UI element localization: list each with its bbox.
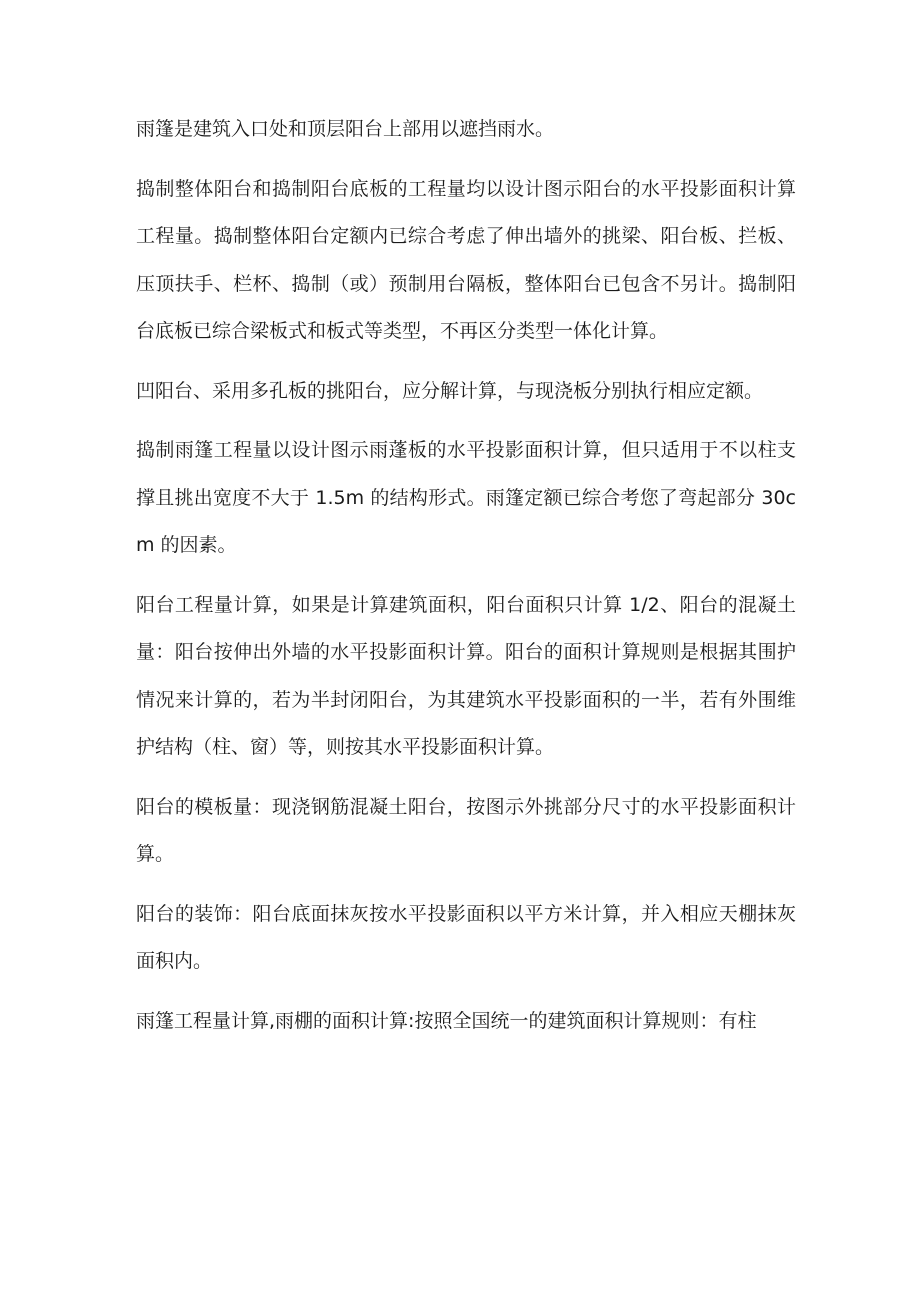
- paragraph-canopy-area: 雨篷工程量计算,雨棚的面积计算:按照全国统一的建筑面积计算规则：有柱: [136, 1009, 757, 1032]
- paragraph-cast-balcony-rules: 捣制整体阳台和捣制阳台底板的工程量均以设计图示阳台的水平投影面积计算工程量。捣制整体阳台定额内已综合考虑了伸出墙外的挑梁、阳台板、拦板、压顶扶手、栏杯、捣制（或）预制用台隔板，整体阳台已包含不另计。捣制阳台底板已综合梁板式和板式等类型，不再区分类型一体化计算。: [136, 177, 796, 342]
- paragraph-balcony-formwork: 阳台的模板量：现浇钢筋混凝土阳台，按图示外挑部分尺寸的水平投影面积计算。: [136, 795, 796, 865]
- paragraph-canopy-definition: 雨篷是建筑入口处和顶层阳台上部用以遮挡雨水。: [136, 118, 555, 140]
- paragraph-balcony-decoration: 阳台的装饰：阳台底面抹灰按水平投影面积以平方米计算，并入相应天棚抹灰面积内。: [136, 902, 796, 972]
- paragraph-recessed-balcony: 凹阳台、采用多孔板的挑阳台，应分解计算，与现浇板分别执行相应定额。: [136, 379, 764, 402]
- document-body: [136, 106, 796, 1057]
- paragraph-balcony-quantity: 阳台工程量计算，如果是计算建筑面积，阳台面积只计算 1/2、阳台的混凝土量：阳台按伸出外墙的水平投影面积计算。阳台的面积计算规则是根据其围护情况来计算的，若为半封闭阳台，为其建筑水平投影面积的一半，若有外围维护结构（柱、窗）等，则按其水平投影面积计算。: [136, 593, 796, 758]
- paragraph-cast-canopy: 捣制雨篷工程量以设计图示雨蓬板的水平投影面积计算，但只适用于不以柱支撑且挑出宽度不大于 1.5m 的结构形式。雨篷定额已综合考您了弯起部分 30cm 的因素。: [136, 439, 796, 556]
